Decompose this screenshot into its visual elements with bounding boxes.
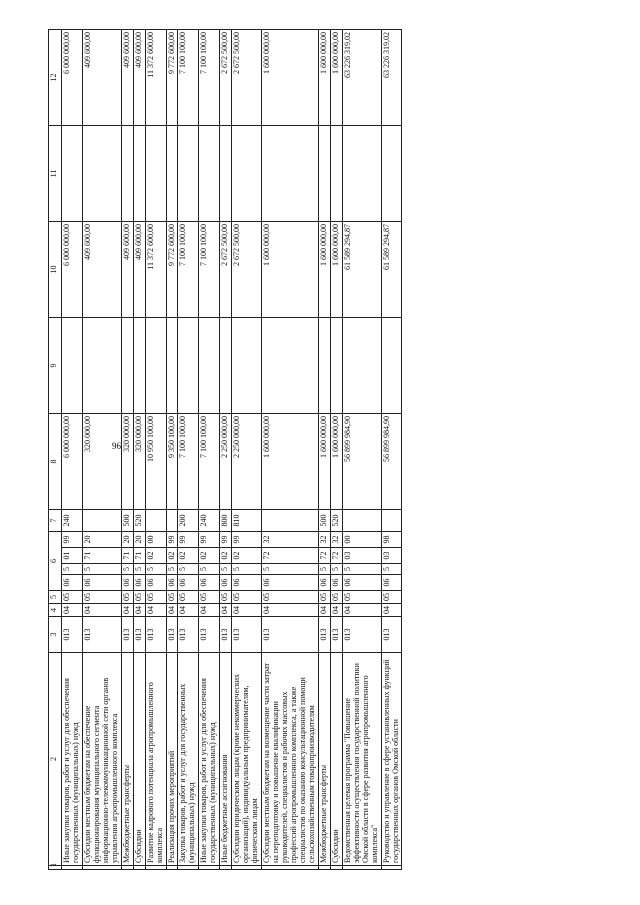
code-cell: 5	[82, 564, 121, 575]
amount-cell	[178, 318, 199, 414]
amount-cell: 1 600 000,00	[318, 222, 330, 318]
code-cell: 06	[232, 575, 262, 591]
table-row	[262, 30, 319, 870]
amount-cell	[220, 126, 232, 222]
code-cell: 013	[318, 617, 330, 653]
table-row	[381, 30, 402, 870]
amount-cell	[318, 318, 330, 414]
row-name-cell: Субсидии	[330, 653, 342, 866]
code-cell: 03	[342, 548, 381, 564]
code-cell: 013	[381, 617, 402, 653]
code-cell: 500	[121, 510, 133, 532]
row-name-cell: Субсидии местным бюджетам на возмещение части затрат на переподготовку и повышение квалификации руководителей, специалистов и рабочих массовых профессий агропромышленного комплекса, а также специалистов по оказанию консультационной помощи сельскохозяйственным товаропроизводителям	[262, 653, 319, 866]
table-row	[342, 30, 381, 870]
amount-cell: 409 600,00	[82, 30, 121, 126]
blank-cell	[62, 866, 83, 870]
row-name-cell: Реализация прочих мероприятий	[166, 653, 178, 866]
code-cell: 05	[220, 591, 232, 604]
blank-cell	[318, 866, 330, 870]
code-cell: 72	[318, 548, 330, 564]
header-cell: 1	[49, 866, 62, 870]
code-cell: 5	[121, 564, 133, 575]
blank-cell	[342, 866, 381, 870]
code-cell: 72	[330, 548, 342, 564]
code-cell: 04	[262, 604, 319, 617]
code-cell: 02	[220, 548, 232, 564]
amount-cell: 63 226 319,02	[342, 30, 381, 126]
table-row	[145, 30, 166, 870]
header-row	[49, 30, 62, 870]
table-row	[232, 30, 262, 870]
amount-cell	[62, 318, 83, 414]
header-cell: 11	[49, 126, 62, 222]
code-cell: 013	[82, 617, 121, 653]
row-name-cell: Субсидии	[133, 653, 145, 866]
row-name-cell: Иные закупки товаров, работ и услуг для обеспечения государственных (муниципальных) нужд	[199, 653, 220, 866]
code-cell: 05	[318, 591, 330, 604]
header-cell: 8	[49, 414, 62, 510]
amount-cell	[178, 126, 199, 222]
code-cell: 04	[121, 604, 133, 617]
amount-cell	[262, 126, 319, 222]
code-cell: 013	[262, 617, 319, 653]
code-cell: 5	[145, 564, 166, 575]
amount-cell	[342, 126, 381, 222]
code-cell: 05	[62, 591, 83, 604]
amount-cell: 1 600 000,00	[330, 30, 342, 126]
amount-cell: 63 226 319,02	[381, 30, 402, 126]
code-cell: 5	[178, 564, 199, 575]
code-cell: 5	[318, 564, 330, 575]
header-cell: 3	[49, 617, 62, 653]
code-cell: 05	[133, 591, 145, 604]
code-cell: 06	[121, 575, 133, 591]
amount-cell: 7 100 100,00	[199, 414, 220, 510]
code-cell: 5	[220, 564, 232, 575]
code-cell: 013	[133, 617, 145, 653]
blank-cell	[381, 866, 402, 870]
code-cell: 20	[121, 532, 133, 548]
code-cell: 06	[133, 575, 145, 591]
amount-cell: 7 100 100,00	[199, 30, 220, 126]
blank-cell	[178, 866, 199, 870]
row-name-cell: Субсидии местным бюджетам на обеспечение функционирования муниципального сегмента информационно-телекоммуникационной сети органов управления агропромышленного комплекса	[82, 653, 121, 866]
code-cell	[342, 510, 381, 532]
code-cell: 71	[82, 548, 121, 564]
amount-cell: 6 000 000,00	[62, 414, 83, 510]
code-cell: 04	[133, 604, 145, 617]
code-cell: 00	[145, 532, 166, 548]
table-row	[318, 30, 330, 870]
amount-cell: 320 000,00	[133, 414, 145, 510]
code-cell: 02	[178, 548, 199, 564]
amount-cell	[330, 126, 342, 222]
amount-cell: 9 350 100,00	[166, 414, 178, 510]
code-cell: 04	[82, 604, 121, 617]
table-row	[178, 30, 199, 870]
code-cell: 71	[133, 548, 145, 564]
code-cell: 06	[330, 575, 342, 591]
code-cell: 5	[330, 564, 342, 575]
code-cell: 02	[232, 548, 262, 564]
code-cell: 200	[178, 510, 199, 532]
code-cell: 05	[262, 591, 319, 604]
amount-cell: 1 600 000,00	[318, 414, 330, 510]
amount-cell: 7 100 100,00	[178, 222, 199, 318]
row-name-cell: Межбюджетные трансферты	[318, 653, 330, 866]
code-cell: 06	[82, 575, 121, 591]
blank-cell	[166, 866, 178, 870]
amount-cell	[133, 126, 145, 222]
code-cell: 04	[145, 604, 166, 617]
code-cell: 05	[342, 591, 381, 604]
header-cell: 10	[49, 222, 62, 318]
code-cell: 02	[166, 548, 178, 564]
header-cell: 6	[49, 532, 62, 591]
code-cell: 06	[342, 575, 381, 591]
code-cell	[262, 510, 319, 532]
code-cell	[145, 510, 166, 532]
code-cell: 013	[220, 617, 232, 653]
code-cell: 05	[381, 591, 402, 604]
code-cell: 20	[133, 532, 145, 548]
amount-cell: 7 100 100,00	[199, 222, 220, 318]
code-cell: 02	[199, 548, 220, 564]
amount-cell: 2 672 500,00	[232, 30, 262, 126]
code-cell: 04	[381, 604, 402, 617]
amount-cell: 409 600,00	[133, 30, 145, 126]
code-cell: 06	[145, 575, 166, 591]
code-cell: 06	[178, 575, 199, 591]
amount-cell	[330, 318, 342, 414]
blank-cell	[145, 866, 166, 870]
table-row	[330, 30, 342, 870]
code-cell: 99	[220, 532, 232, 548]
amount-cell	[220, 318, 232, 414]
code-cell: 05	[121, 591, 133, 604]
code-cell: 5	[62, 564, 83, 575]
row-name-cell: Развитие кадрового потенциала агропромышленного комплекса	[145, 653, 166, 866]
amount-cell: 61 589 294,87	[342, 222, 381, 318]
code-cell: 04	[232, 604, 262, 617]
row-name-cell: Закупка товаров, работ и услуг для государственных (муниципальных) нужд	[178, 653, 199, 866]
amount-cell	[199, 318, 220, 414]
code-cell: 5	[262, 564, 319, 575]
code-cell: 06	[220, 575, 232, 591]
header-cell: 2	[49, 653, 62, 866]
rotated-budget-table	[48, 30, 623, 870]
code-cell: 800	[220, 510, 232, 532]
amount-cell	[166, 318, 178, 414]
budget-table	[48, 29, 402, 870]
amount-cell: 9 772 600,00	[166, 30, 178, 126]
amount-cell	[166, 126, 178, 222]
code-cell: 013	[121, 617, 133, 653]
blank-cell	[199, 866, 220, 870]
amount-cell: 7 100 100,00	[178, 414, 199, 510]
amount-cell: 2 672 500,00	[232, 222, 262, 318]
amount-cell	[121, 126, 133, 222]
amount-cell: 409 600,00	[133, 222, 145, 318]
amount-cell	[262, 318, 319, 414]
code-cell: 013	[178, 617, 199, 653]
amount-cell: 6 000 000,00	[62, 222, 83, 318]
amount-cell: 320 000,00	[121, 414, 133, 510]
table-row	[133, 30, 145, 870]
amount-cell	[145, 318, 166, 414]
code-cell	[82, 510, 121, 532]
amount-cell	[199, 126, 220, 222]
blank-cell	[121, 866, 133, 870]
amount-cell	[82, 126, 121, 222]
code-cell: 05	[82, 591, 121, 604]
code-cell: 04	[178, 604, 199, 617]
amount-cell	[342, 318, 381, 414]
code-cell: 520	[330, 510, 342, 532]
code-cell: 013	[62, 617, 83, 653]
code-cell: 240	[62, 510, 83, 532]
amount-cell	[318, 126, 330, 222]
header-cell: 5	[49, 591, 62, 604]
code-cell: 98	[381, 532, 402, 548]
code-cell: 810	[232, 510, 262, 532]
row-name-cell: Иные закупки товаров, работ и услуг для обеспечения государственных (муниципальных) нужд	[62, 653, 83, 866]
code-cell: 06	[166, 575, 178, 591]
code-cell: 72	[262, 548, 319, 564]
code-cell: 05	[178, 591, 199, 604]
amount-cell: 6 000 000,00	[62, 30, 83, 126]
row-name-cell: Иные бюджетные ассигнования	[220, 653, 232, 866]
header-cell: 7	[49, 510, 62, 532]
code-cell: 05	[145, 591, 166, 604]
code-cell: 04	[62, 604, 83, 617]
amount-cell: 1 600 000,00	[262, 30, 319, 126]
amount-cell	[381, 126, 402, 222]
code-cell: 240	[199, 510, 220, 532]
table-row	[220, 30, 232, 870]
code-cell: 06	[318, 575, 330, 591]
code-cell: 32	[330, 532, 342, 548]
row-name-cell: Субсидии юридическим лицам (кроме некоммерческих организаций), индивидуальным предпринимателям, физическим лицам	[232, 653, 262, 866]
code-cell	[381, 510, 402, 532]
code-cell: 5	[199, 564, 220, 575]
amount-cell: 1 600 000,00	[262, 222, 319, 318]
code-cell: 99	[232, 532, 262, 548]
table-row	[121, 30, 133, 870]
code-cell: 32	[262, 532, 319, 548]
code-cell: 02	[145, 548, 166, 564]
amount-cell	[232, 318, 262, 414]
code-cell: 32	[318, 532, 330, 548]
amount-cell: 320 000,00	[82, 414, 121, 510]
amount-cell: 9 772 600,00	[166, 222, 178, 318]
amount-cell: 61 589 294,87	[381, 222, 402, 318]
code-cell: 06	[381, 575, 402, 591]
amount-cell	[82, 318, 121, 414]
amount-cell: 1 600 000,00	[330, 414, 342, 510]
code-cell: 500	[318, 510, 330, 532]
header-cell: 4	[49, 604, 62, 617]
amount-cell: 11 372 600,00	[145, 222, 166, 318]
code-cell: 5	[232, 564, 262, 575]
code-cell: 05	[330, 591, 342, 604]
code-cell: 05	[199, 591, 220, 604]
code-cell: 06	[199, 575, 220, 591]
amount-cell	[62, 126, 83, 222]
amount-cell: 2 672 500,00	[220, 30, 232, 126]
amount-cell: 7 100 100,00	[178, 30, 199, 126]
blank-cell	[133, 866, 145, 870]
code-cell: 20	[82, 532, 121, 548]
amount-cell: 2 250 000,00	[220, 414, 232, 510]
amount-cell: 409 600,00	[121, 222, 133, 318]
code-cell: 05	[166, 591, 178, 604]
amount-cell: 11 372 600,00	[145, 30, 166, 126]
code-cell: 99	[62, 532, 83, 548]
code-cell: 99	[199, 532, 220, 548]
blank-cell	[82, 866, 121, 870]
code-cell: 5	[133, 564, 145, 575]
code-cell: 04	[330, 604, 342, 617]
code-cell: 013	[232, 617, 262, 653]
amount-cell: 2 672 500,00	[220, 222, 232, 318]
header-cell: 9	[49, 318, 62, 414]
amount-cell	[145, 126, 166, 222]
code-cell: 5	[381, 564, 402, 575]
table-row	[166, 30, 178, 870]
code-cell: 04	[342, 604, 381, 617]
blank-cell	[232, 866, 262, 870]
code-cell: 013	[342, 617, 381, 653]
amount-cell: 409 600,00	[82, 222, 121, 318]
table-row	[199, 30, 220, 870]
code-cell: 5	[166, 564, 178, 575]
code-cell: 013	[166, 617, 178, 653]
amount-cell: 409 600,00	[121, 30, 133, 126]
page-number: 96	[112, 441, 121, 451]
blank-cell	[330, 866, 342, 870]
amount-cell: 10 950 100,00	[145, 414, 166, 510]
header-cell: 12	[49, 30, 62, 126]
blank-cell	[262, 866, 319, 870]
code-cell: 04	[166, 604, 178, 617]
code-cell: 013	[145, 617, 166, 653]
code-cell: 5	[342, 564, 381, 575]
code-cell: 99	[166, 532, 178, 548]
code-cell: 520	[133, 510, 145, 532]
code-cell: 05	[232, 591, 262, 604]
code-cell: 01	[62, 548, 83, 564]
code-cell: 04	[199, 604, 220, 617]
amount-cell: 56 899 984,90	[342, 414, 381, 510]
row-name-cell: Руководство и управление в сфере установленных функций государственных органов Омской области	[381, 653, 402, 866]
blank-cell	[220, 866, 232, 870]
code-cell: 99	[178, 532, 199, 548]
amount-cell	[232, 126, 262, 222]
amount-cell	[381, 318, 402, 414]
row-name-cell: Ведомственная целевая программа "Повышение эффективности осуществления государственной политики Омской области в сфере развития агропромышленного комплекса"	[342, 653, 381, 866]
code-cell: 06	[262, 575, 319, 591]
code-cell	[166, 510, 178, 532]
code-cell: 06	[62, 575, 83, 591]
amount-cell	[133, 318, 145, 414]
code-cell: 04	[318, 604, 330, 617]
amount-cell	[121, 318, 133, 414]
table-row	[82, 30, 121, 870]
code-cell: 71	[121, 548, 133, 564]
amount-cell: 1 600 000,00	[262, 414, 319, 510]
amount-cell: 1 600 000,00	[330, 222, 342, 318]
amount-cell: 2 250 000,00	[232, 414, 262, 510]
code-cell: 013	[330, 617, 342, 653]
code-cell: 03	[381, 548, 402, 564]
code-cell: 04	[220, 604, 232, 617]
amount-cell: 56 899 984,90	[381, 414, 402, 510]
code-cell: 013	[199, 617, 220, 653]
code-cell: 00	[342, 532, 381, 548]
table-row	[62, 30, 83, 870]
amount-cell: 1 600 000,00	[318, 30, 330, 126]
row-name-cell: Межбюджетные трансферты	[121, 653, 133, 866]
